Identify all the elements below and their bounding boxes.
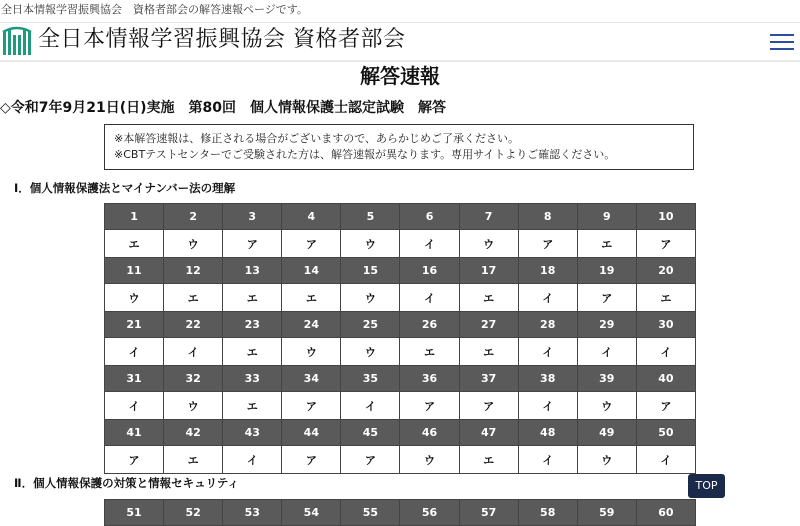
answer-cell: イ [577, 338, 636, 366]
notice-line: ※本解答速報は、修正される場合がございますので、あらかじめご了承ください。 [114, 132, 519, 145]
answer-cell: ア [282, 230, 341, 258]
question-number: 8 [518, 204, 577, 230]
answer-cell: ウ [577, 392, 636, 420]
question-number: 58 [518, 500, 577, 526]
answer-cell: ウ [164, 392, 223, 420]
answer-cell: エ [577, 230, 636, 258]
notice-line: ※CBTテストセンターでご受験された方は、解答速報が異なります。専用サイトよりご確認ください。 [114, 148, 616, 161]
question-number: 38 [518, 366, 577, 392]
question-number: 56 [400, 500, 459, 526]
answer-cell: イ [164, 338, 223, 366]
answer-cell: イ [223, 446, 282, 474]
question-number: 26 [400, 312, 459, 338]
question-number: 5 [341, 204, 400, 230]
question-number: 54 [282, 500, 341, 526]
answer-cell: ア [105, 446, 164, 474]
question-number: 53 [223, 500, 282, 526]
answer-row [105, 230, 696, 258]
answer-row [105, 338, 696, 366]
question-number: 27 [459, 312, 518, 338]
answer-cell: ア [577, 284, 636, 312]
question-number: 23 [223, 312, 282, 338]
section-title-1: Ⅰ．個人情報保護法とマイナンバー法の理解 [14, 181, 236, 195]
answer-cell: エ [459, 446, 518, 474]
answer-row [105, 392, 696, 420]
answer-cell: エ [223, 284, 282, 312]
question-number: 30 [636, 312, 695, 338]
answer-cell: イ [518, 392, 577, 420]
question-number: 52 [164, 500, 223, 526]
question-number: 10 [636, 204, 695, 230]
question-number: 28 [518, 312, 577, 338]
answer-cell: ア [223, 230, 282, 258]
question-number: 43 [223, 420, 282, 446]
question-number: 29 [577, 312, 636, 338]
answer-cell: エ [636, 284, 695, 312]
question-number: 40 [636, 366, 695, 392]
answer-table-2 [104, 499, 696, 526]
answer-cell: イ [105, 338, 164, 366]
answer-cell: ウ [341, 284, 400, 312]
answer-cell: イ [636, 338, 695, 366]
intro-text: 全日本情報学習振興協会 資格者部会の解答速報ページです。 [0, 0, 800, 23]
question-number-row [105, 258, 696, 284]
question-number: 25 [341, 312, 400, 338]
answer-cell: エ [459, 338, 518, 366]
answer-cell: ウ [341, 230, 400, 258]
question-number: 11 [105, 258, 164, 284]
question-number: 13 [223, 258, 282, 284]
answer-cell: イ [341, 392, 400, 420]
answer-cell: ウ [400, 446, 459, 474]
question-number: 49 [577, 420, 636, 446]
question-number: 4 [282, 204, 341, 230]
question-number: 36 [400, 366, 459, 392]
question-number: 44 [282, 420, 341, 446]
question-number: 45 [341, 420, 400, 446]
question-number: 14 [282, 258, 341, 284]
answer-table-1 [104, 203, 696, 474]
answer-cell: エ [400, 338, 459, 366]
answer-cell: エ [223, 392, 282, 420]
back-to-top-button[interactable]: TOP [688, 474, 725, 498]
question-number: 39 [577, 366, 636, 392]
question-number: 34 [282, 366, 341, 392]
question-number: 1 [105, 204, 164, 230]
logo-icon[interactable] [2, 26, 32, 56]
answer-row [105, 284, 696, 312]
answer-cell: イ [518, 284, 577, 312]
section-title-2: Ⅱ．個人情報保護の対策と情報セキュリティ [14, 476, 239, 490]
question-number: 42 [164, 420, 223, 446]
answer-cell: ア [282, 392, 341, 420]
answer-cell: ア [636, 230, 695, 258]
answer-cell: ア [282, 446, 341, 474]
question-number: 24 [282, 312, 341, 338]
question-number: 20 [636, 258, 695, 284]
answer-cell: エ [105, 230, 164, 258]
question-number: 33 [223, 366, 282, 392]
answer-cell: ア [400, 392, 459, 420]
answer-cell: エ [223, 338, 282, 366]
answer-cell: ア [341, 446, 400, 474]
site-name[interactable]: 全日本情報学習振興協会 資格者部会 [38, 27, 406, 52]
question-number-row [105, 312, 696, 338]
question-number: 19 [577, 258, 636, 284]
answer-cell: ア [459, 392, 518, 420]
answer-cell: ウ [341, 338, 400, 366]
answer-cell: イ [518, 338, 577, 366]
question-number: 46 [400, 420, 459, 446]
question-number: 32 [164, 366, 223, 392]
question-number-row [105, 500, 696, 526]
answer-cell: エ [164, 446, 223, 474]
answer-cell: イ [518, 446, 577, 474]
question-number: 41 [105, 420, 164, 446]
answer-cell: ア [518, 230, 577, 258]
question-number: 7 [459, 204, 518, 230]
question-number: 35 [341, 366, 400, 392]
notice-box [104, 124, 694, 170]
answer-cell: ウ [164, 230, 223, 258]
answer-cell: ウ [577, 446, 636, 474]
question-number: 37 [459, 366, 518, 392]
question-number: 55 [341, 500, 400, 526]
question-number: 57 [459, 500, 518, 526]
question-number: 2 [164, 204, 223, 230]
answer-cell: ア [636, 392, 695, 420]
question-number: 60 [636, 500, 695, 526]
question-number: 18 [518, 258, 577, 284]
question-number: 22 [164, 312, 223, 338]
question-number: 47 [459, 420, 518, 446]
answer-cell: ウ [459, 230, 518, 258]
page-title: 解答速報 [360, 64, 440, 88]
answer-cell: エ [164, 284, 223, 312]
question-number-row [105, 420, 696, 446]
question-number: 31 [105, 366, 164, 392]
question-number: 6 [400, 204, 459, 230]
question-number: 16 [400, 258, 459, 284]
answer-cell: エ [282, 284, 341, 312]
question-number: 50 [636, 420, 695, 446]
answer-cell: イ [105, 392, 164, 420]
question-number: 12 [164, 258, 223, 284]
answer-cell: ウ [105, 284, 164, 312]
exam-title: ◇令和7年9月21日(日)実施 第80回 個人情報保護士認定試験 解答 [0, 100, 447, 116]
question-number: 3 [223, 204, 282, 230]
answer-cell: イ [400, 230, 459, 258]
answer-cell: イ [636, 446, 695, 474]
question-number: 59 [577, 500, 636, 526]
question-number: 9 [577, 204, 636, 230]
question-number: 21 [105, 312, 164, 338]
question-number: 15 [341, 258, 400, 284]
menu-icon[interactable] [770, 32, 796, 52]
answer-cell: エ [459, 284, 518, 312]
question-number: 48 [518, 420, 577, 446]
question-number-row [105, 204, 696, 230]
answer-row [105, 446, 696, 474]
answer-cell: ウ [282, 338, 341, 366]
question-number-row [105, 366, 696, 392]
site-header [0, 23, 800, 62]
question-number: 51 [105, 500, 164, 526]
question-number: 17 [459, 258, 518, 284]
answer-cell: イ [400, 284, 459, 312]
